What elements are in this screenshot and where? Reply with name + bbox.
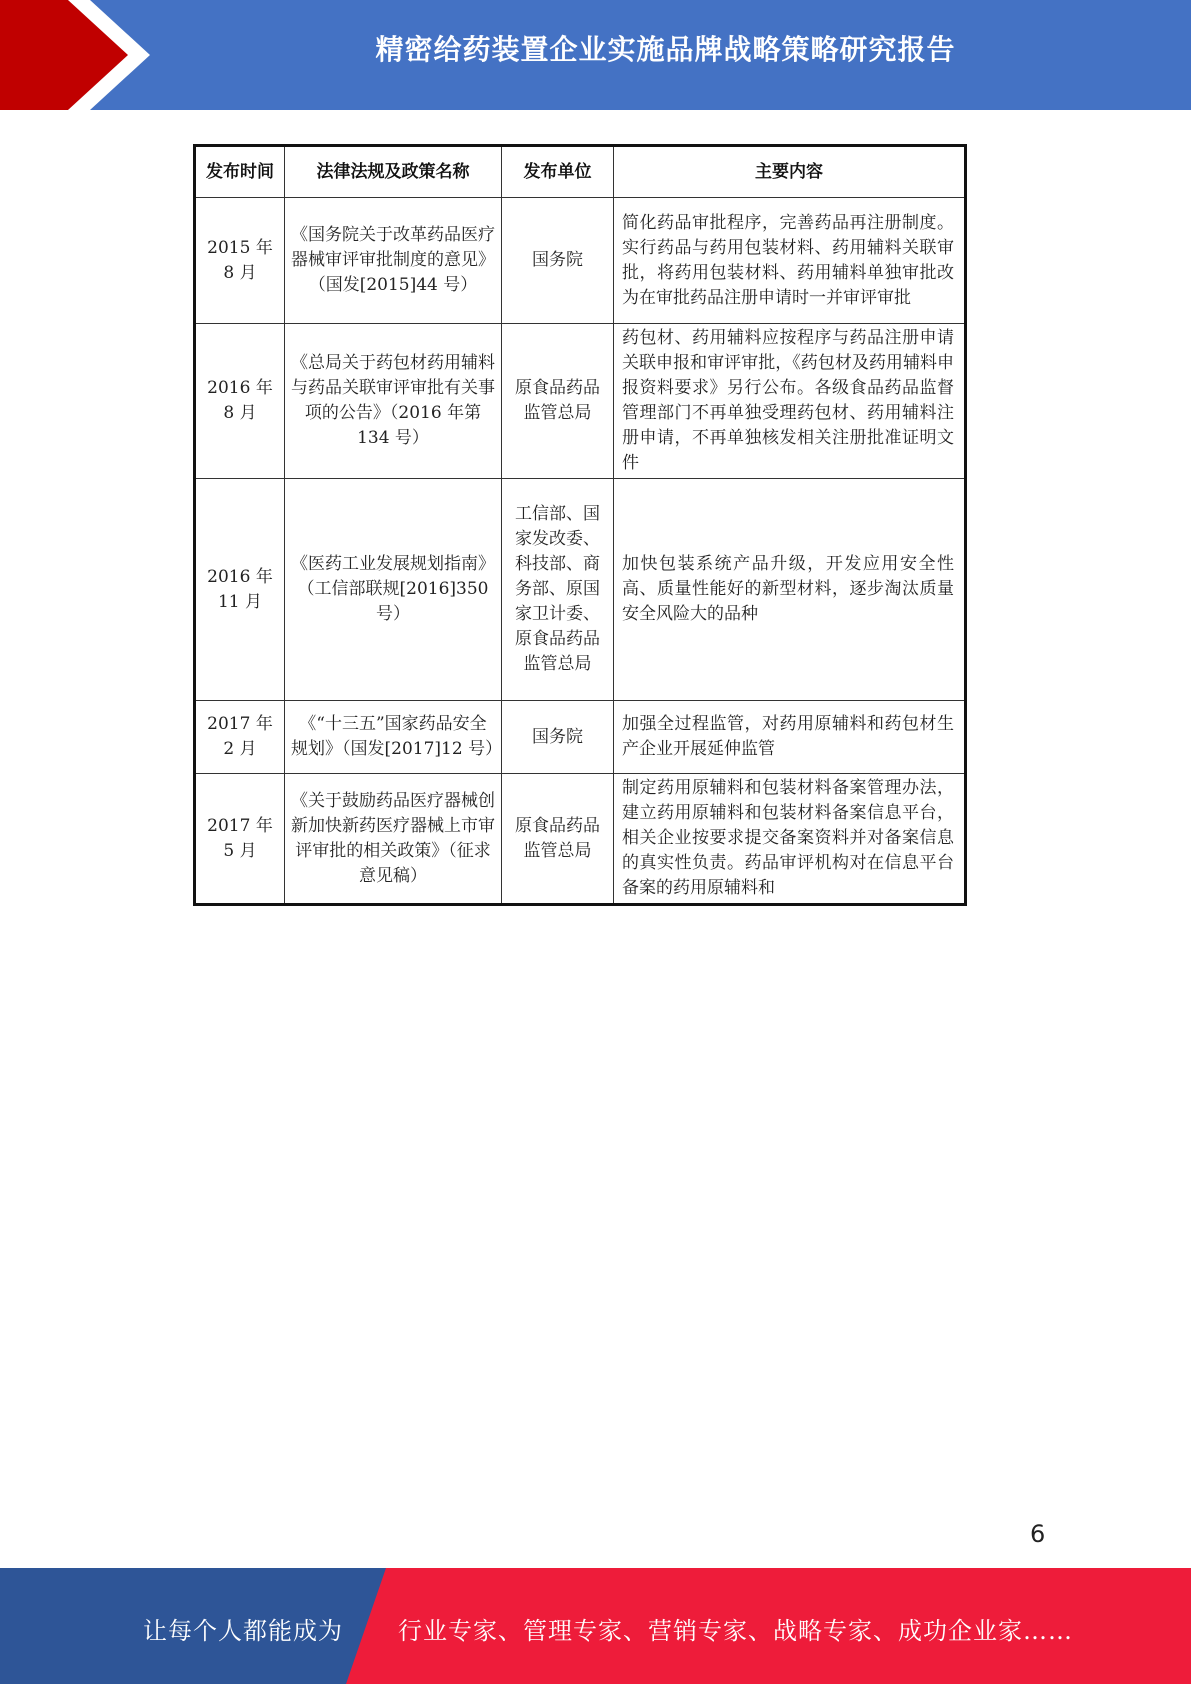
header-red-arrow	[0, 0, 148, 110]
cell-name: 《总局关于药包材药用辅料与药品关联审评审批有关事项的公告》（2016 年第 134 号）	[285, 324, 502, 479]
report-title: 精密给药装置企业实施品牌战略策略研究报告	[375, 33, 956, 66]
table-row	[195, 324, 966, 479]
cell-issuer: 原食品药品监管总局	[502, 774, 614, 905]
policy-table-container	[193, 144, 964, 906]
policy-table	[193, 144, 967, 906]
cell-content: 制定药用原辅料和包装材料备案管理办法，建立药用原辅料和包装材料备案信息平台，相关企业按要求提交备案资料并对备案信息的真实性负责。药品审评机构对在信息平台备案的药用原辅料和	[614, 774, 966, 905]
table-header-row	[195, 146, 966, 198]
header-name: 法律法规及政策名称	[285, 146, 502, 198]
cell-name: 《关于鼓励药品医疗器械创新加快新药医疗器械上市审评审批的相关政策》（征求意见稿）	[285, 774, 502, 905]
cell-issuer: 国务院	[502, 701, 614, 774]
cell-name: 《国务院关于改革药品医疗器械审评审批制度的意见》（国发[2015]44 号）	[285, 198, 502, 324]
cell-content: 加快包装系统产品升级，开发应用安全性高、质量性能好的新型材料，逐步淘汰质量安全风险大的品种	[614, 479, 966, 701]
header-content: 主要内容	[614, 146, 966, 198]
footer-slogan-left: 让每个人都能成为	[143, 1617, 343, 1645]
cell-date: 2016 年 11 月	[195, 479, 285, 701]
page-number: 6	[1030, 1520, 1046, 1548]
cell-date: 2017 年 2 月	[195, 701, 285, 774]
table-row	[195, 479, 966, 701]
table-row	[195, 198, 966, 324]
cell-content: 加强全过程监管，对药用原辅料和药包材生产企业开展延伸监管	[614, 701, 966, 774]
cell-date: 2017 年 5 月	[195, 774, 285, 905]
table-row	[195, 701, 966, 774]
cell-issuer: 工信部、国家发改委、科技部、商务部、原国家卫计委、原食品药品监管总局	[502, 479, 614, 701]
header-date: 发布时间	[195, 146, 285, 198]
cell-date: 2015 年 8 月	[195, 198, 285, 324]
table-row	[195, 774, 966, 905]
footer-slogan-right: 行业专家、管理专家、营销专家、战略专家、成功企业家……	[398, 1617, 1073, 1645]
cell-name: 《医药工业发展规划指南》（工信部联规[2016]350 号）	[285, 479, 502, 701]
cell-issuer: 原食品药品监管总局	[502, 324, 614, 479]
cell-content: 简化药品审批程序，完善药品再注册制度。实行药品与药用包装材料、药用辅料关联审批，将药用包装材料、药用辅料单独审批改为在审批药品注册申请时一并审评审批	[614, 198, 966, 324]
header-issuer: 发布单位	[502, 146, 614, 198]
cell-name: 《“十三五”国家药品安全规划》（国发[2017]12 号）	[285, 701, 502, 774]
footer-band	[0, 1568, 1191, 1684]
header-band	[0, 0, 1191, 110]
cell-issuer: 国务院	[502, 198, 614, 324]
cell-date: 2016 年 8 月	[195, 324, 285, 479]
cell-content: 药包材、药用辅料应按程序与药品注册申请关联申报和审评审批，《药包材及药用辅料申报资料要求》另行公布。各级食品药品监督管理部门不再单独受理药包材、药用辅料注册申请，不再单独核发相关注册批准证明文件	[614, 324, 966, 479]
